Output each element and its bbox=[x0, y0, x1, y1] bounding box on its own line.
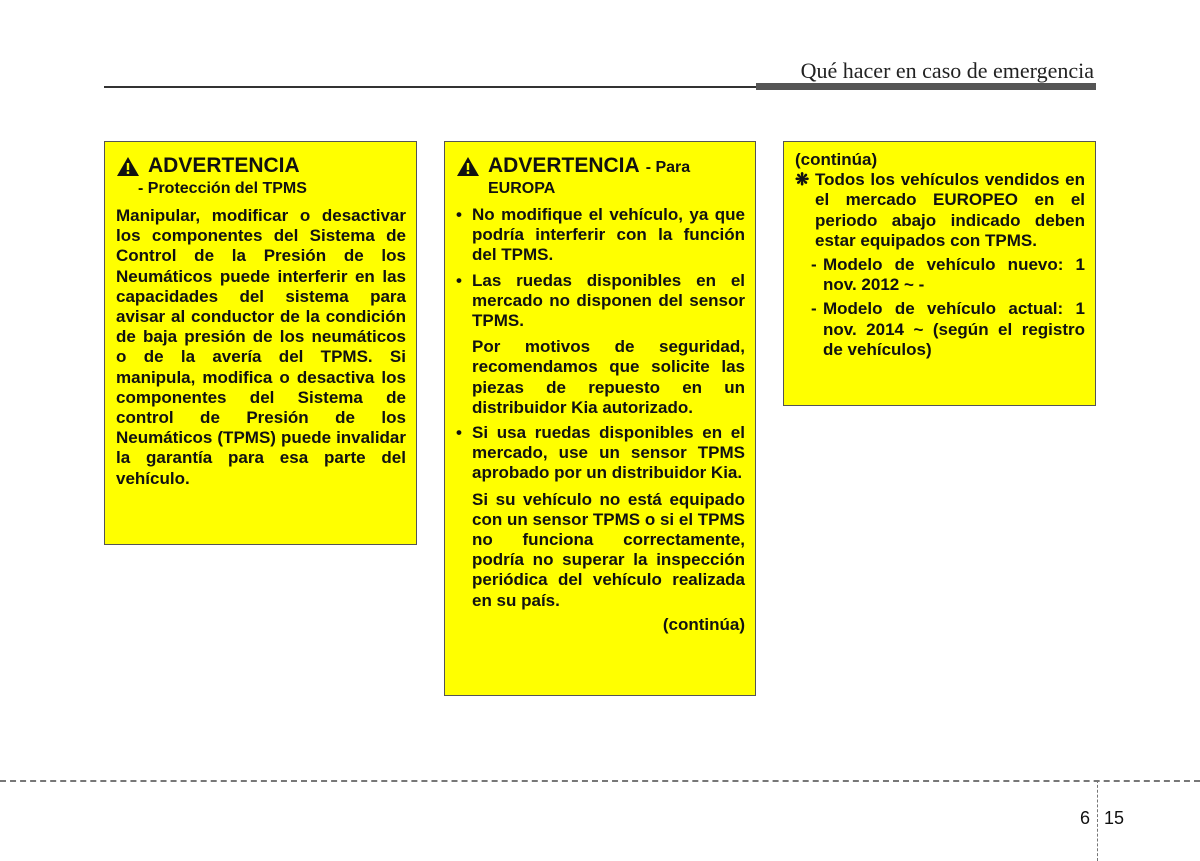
warning-box-europe bbox=[444, 141, 756, 696]
asterisk-icon: ❋ bbox=[795, 170, 810, 190]
page-number: 15 bbox=[1104, 808, 1125, 828]
bullet-item bbox=[456, 423, 745, 484]
continued-label: (continúa) bbox=[662, 614, 745, 634]
warning-triangle-icon bbox=[116, 156, 140, 177]
bullet-item bbox=[456, 271, 745, 332]
chapter-number: 6 bbox=[1080, 808, 1091, 828]
warning-title: ADVERTENCIA bbox=[488, 154, 640, 177]
warning-subtitle: - Protección del TPMS bbox=[138, 180, 307, 197]
warning-subtitle-inline: - Para bbox=[645, 158, 691, 176]
page-header-title: Qué hacer en caso de emergencia bbox=[800, 58, 1094, 83]
warning-heading bbox=[456, 154, 745, 178]
footer-dotted-rule bbox=[0, 780, 1200, 782]
note-text: Todos los vehículos vendidos en el mercado EUROPEO en el periodo abajo indicado deben estar equipados con TPMS. bbox=[815, 170, 1085, 250]
bullet-subparagraph: Si su vehículo no está equipado con un sensor TPMS o si el TPMS no funciona correctamente, podría no superar la inspección periódica del vehículo realizada en su país. bbox=[472, 489, 745, 610]
dash-text: Modelo de vehículo actual: 1 nov. 2014 ~ (según el registro de vehículos) bbox=[823, 299, 1085, 359]
dash-marker: - bbox=[811, 255, 817, 275]
bullet-dot-icon: • bbox=[456, 205, 462, 224]
warning-triangle-icon bbox=[456, 156, 480, 177]
continued-label: (continúa) bbox=[795, 150, 878, 169]
dash-item bbox=[795, 299, 1085, 360]
dash-text: Modelo de vehículo nuevo: 1 nov. 2012 ~ - bbox=[823, 255, 1085, 295]
bullet-dot-icon: • bbox=[456, 270, 462, 290]
bullet-text: Si usa ruedas disponibles en el mercado, use un sensor TPMS aprobado por un distribuidor Kia. bbox=[472, 423, 745, 483]
dash-item bbox=[795, 255, 1085, 295]
dash-marker: - bbox=[811, 299, 817, 319]
warning-heading bbox=[116, 154, 406, 178]
footer-divider bbox=[1097, 780, 1098, 861]
bullet-dot-icon: • bbox=[456, 423, 462, 443]
note-item bbox=[795, 170, 1085, 251]
bullet-subparagraph: Por motivos de seguridad, recomendamos que solicite las piezas de repuesto en un distribuidor Kia autorizado. bbox=[472, 337, 745, 417]
continuation-box bbox=[783, 141, 1096, 406]
warning-body: Manipular, modificar o desactivar los componentes del Sistema de Control de la Presión de los Neumáticos puede interferir en las capacidades del sistema para avisar al conductor de la condición de baja presión de los neumáticos o de la avería del TPMS. Si manipula, modifica o desactiva los componentes del Sistema de control de Presión de los Neumáticos (TPMS) puede invalidar la garantía para esa parte del vehículo. bbox=[116, 206, 406, 488]
warning-box-tpms-protection bbox=[104, 141, 417, 545]
header-rule bbox=[104, 86, 756, 88]
warning-subtitle-line2: EUROPA bbox=[488, 180, 556, 197]
bullet-text: No modifique el vehículo, ya que podría interferir con la función del TPMS. bbox=[472, 205, 745, 265]
bullet-text: Las ruedas disponibles en el mercado no disponen del sensor TPMS. bbox=[472, 270, 745, 331]
header-rule-accent bbox=[756, 83, 1096, 90]
warning-title: ADVERTENCIA bbox=[148, 154, 300, 177]
bullet-item bbox=[456, 205, 745, 266]
